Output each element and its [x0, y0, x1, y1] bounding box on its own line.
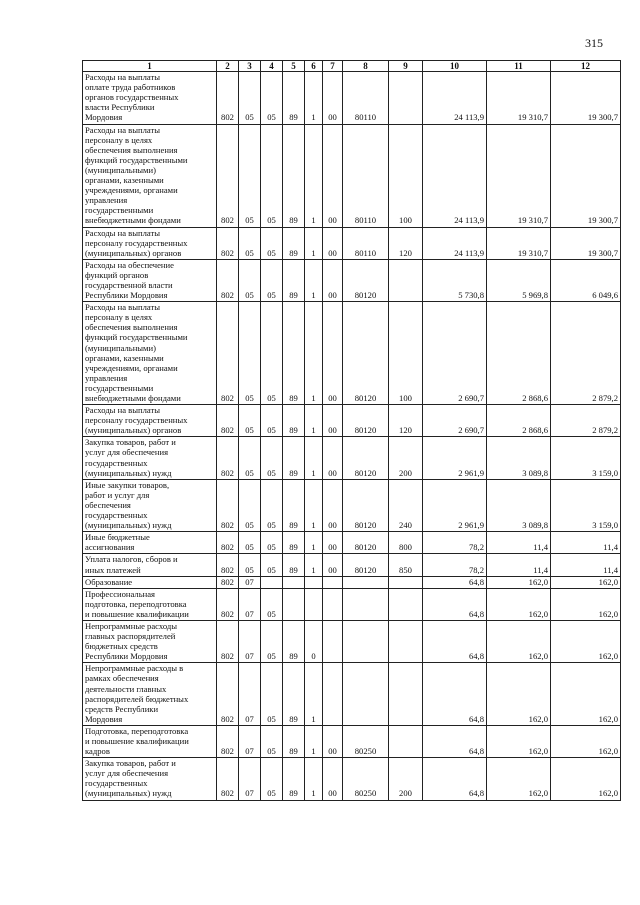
- cell-col-3: 07: [239, 663, 261, 726]
- description-line: Расходы на выплаты: [85, 405, 161, 416]
- cell-col-10: 64,8: [423, 758, 487, 800]
- description-line: Расходы на выплаты: [85, 227, 161, 238]
- cell-col-8: 80120: [343, 532, 389, 554]
- cell-col-2: 802: [217, 554, 239, 576]
- cell-col-11: 162,0: [487, 725, 551, 757]
- description-line: государственных: [85, 778, 148, 789]
- description-line: подготовка, переподготовка: [85, 598, 187, 609]
- cell-col-4: 05: [261, 405, 283, 437]
- cell-col-10: 24 113,9: [423, 124, 487, 227]
- cell-col-2: 802: [217, 437, 239, 479]
- cell-col-6: 1: [305, 124, 323, 227]
- cell-col-10: 2 690,7: [423, 302, 487, 405]
- cell-col-3: 05: [239, 124, 261, 227]
- table-row: [83, 663, 621, 726]
- cell-col-3: 05: [239, 405, 261, 437]
- cell-col-8: 80120: [343, 302, 389, 405]
- cell-col-7: 00: [323, 405, 343, 437]
- cell-col-11: 11,4: [487, 554, 551, 576]
- description-line: персоналу в целях: [85, 312, 153, 323]
- column-header-11: 11: [487, 61, 551, 72]
- cell-col-4: 05: [261, 588, 283, 620]
- cell-col-10: 24 113,9: [423, 72, 487, 124]
- description-line: Мордовия: [85, 112, 123, 123]
- description-line: учреждениями, органами: [85, 185, 178, 196]
- cell-col-4: 05: [261, 725, 283, 757]
- description-line: государственными: [85, 382, 154, 393]
- description-line: услуг для обеспечения: [85, 447, 169, 458]
- header-row: [83, 61, 621, 72]
- cell-col-9: [389, 725, 423, 757]
- cell-col-7: [323, 576, 343, 588]
- cell-col-5: 89: [283, 725, 305, 757]
- cell-col-8: 80120: [343, 405, 389, 437]
- cell-col-5: 89: [283, 532, 305, 554]
- cell-col-5: 89: [283, 479, 305, 531]
- description-line: ассигнования: [85, 542, 135, 553]
- cell-col-6: 1: [305, 725, 323, 757]
- cell-col-5: 89: [283, 758, 305, 800]
- row-description: [83, 437, 217, 479]
- cell-col-12: 162,0: [551, 576, 621, 588]
- description-line: деятельности главных: [85, 683, 167, 694]
- cell-col-7: 00: [323, 72, 343, 124]
- cell-col-8: 80250: [343, 725, 389, 757]
- cell-col-12: 3 159,0: [551, 437, 621, 479]
- description-line: Иные закупки товаров,: [85, 479, 170, 490]
- description-line: Мордовия: [85, 713, 123, 724]
- cell-col-2: 802: [217, 576, 239, 588]
- cell-col-8: 80110: [343, 72, 389, 124]
- table-row: [83, 588, 621, 620]
- cell-col-7: 00: [323, 259, 343, 301]
- cell-col-11: 2 868,6: [487, 302, 551, 405]
- cell-col-7: 00: [323, 302, 343, 405]
- table-row: [83, 758, 621, 800]
- description-line: государственных: [85, 510, 148, 521]
- description-line: персоналу в целях: [85, 134, 153, 145]
- cell-col-10: 24 113,9: [423, 227, 487, 259]
- cell-col-6: [305, 576, 323, 588]
- description-line: обеспечения выполнения: [85, 322, 178, 333]
- row-description: [83, 576, 217, 588]
- row-description: [83, 479, 217, 531]
- cell-col-8: [343, 588, 389, 620]
- cell-col-11: 11,4: [487, 532, 551, 554]
- cell-col-11: 162,0: [487, 663, 551, 726]
- cell-col-12: 19 300,7: [551, 124, 621, 227]
- cell-col-10: 2 961,9: [423, 479, 487, 531]
- cell-col-3: 05: [239, 302, 261, 405]
- cell-col-4: 05: [261, 259, 283, 301]
- cell-col-5: 89: [283, 620, 305, 662]
- column-header-3: 3: [239, 61, 261, 72]
- cell-col-10: 64,8: [423, 588, 487, 620]
- row-description: [83, 758, 217, 800]
- row-description: [83, 663, 217, 726]
- row-description: [83, 725, 217, 757]
- cell-col-7: [323, 663, 343, 726]
- cell-col-9: 120: [389, 227, 423, 259]
- table-row: [83, 532, 621, 554]
- cell-col-8: [343, 663, 389, 726]
- table-row: [83, 124, 621, 227]
- cell-col-11: 162,0: [487, 588, 551, 620]
- cell-col-3: 07: [239, 588, 261, 620]
- column-header-12: 12: [551, 61, 621, 72]
- description-line: функций государственными: [85, 332, 188, 343]
- cell-col-10: 2 961,9: [423, 437, 487, 479]
- row-description: [83, 259, 217, 301]
- row-description: [83, 588, 217, 620]
- cell-col-3: 07: [239, 576, 261, 588]
- cell-col-2: 802: [217, 479, 239, 531]
- cell-col-10: 64,8: [423, 725, 487, 757]
- cell-col-8: 80120: [343, 437, 389, 479]
- description-line: органами, казенными: [85, 352, 164, 363]
- cell-col-11: 2 868,6: [487, 405, 551, 437]
- cell-col-3: 05: [239, 479, 261, 531]
- row-description: [83, 405, 217, 437]
- cell-col-9: [389, 72, 423, 124]
- cell-col-4: 05: [261, 554, 283, 576]
- description-line: рамках обеспечения: [85, 673, 159, 684]
- cell-col-10: 64,8: [423, 620, 487, 662]
- description-line: государственными: [85, 205, 154, 216]
- row-description: [83, 620, 217, 662]
- cell-col-2: 802: [217, 72, 239, 124]
- column-header-2: 2: [217, 61, 239, 72]
- description-line: обеспечения выполнения: [85, 144, 178, 155]
- cell-col-5: 89: [283, 124, 305, 227]
- cell-col-8: [343, 620, 389, 662]
- row-description: [83, 532, 217, 554]
- description-line: бюджетных средств: [85, 641, 158, 652]
- description-line: (муниципальными): [85, 342, 156, 353]
- cell-col-11: 19 310,7: [487, 72, 551, 124]
- cell-col-9: [389, 588, 423, 620]
- description-line: Непрограммные расходы: [85, 620, 178, 631]
- row-description: [83, 124, 217, 227]
- description-line: Закупка товаров, работ и: [85, 758, 176, 769]
- column-header-9: 9: [389, 61, 423, 72]
- cell-col-3: 05: [239, 72, 261, 124]
- description-line: органов государственных: [85, 92, 179, 103]
- description-line: главных распорядителей: [85, 631, 176, 642]
- cell-col-5: 89: [283, 554, 305, 576]
- table-row: [83, 302, 621, 405]
- description-line: иных платежей: [85, 564, 141, 575]
- cell-col-9: [389, 620, 423, 662]
- cell-col-8: [343, 576, 389, 588]
- cell-col-4: 05: [261, 532, 283, 554]
- cell-col-7: 00: [323, 227, 343, 259]
- description-line: Образование: [85, 576, 133, 587]
- description-line: органами, казенными: [85, 175, 164, 186]
- cell-col-2: 802: [217, 620, 239, 662]
- table-row: [83, 620, 621, 662]
- cell-col-9: 120: [389, 405, 423, 437]
- cell-col-5: [283, 576, 305, 588]
- cell-col-5: 89: [283, 405, 305, 437]
- description-line: Республики Мордовия: [85, 290, 168, 301]
- cell-col-11: 5 969,8: [487, 259, 551, 301]
- cell-col-5: 89: [283, 302, 305, 405]
- cell-col-6: 1: [305, 227, 323, 259]
- description-line: Расходы на обеспечение: [85, 259, 174, 270]
- description-line: и повышение квалификации: [85, 608, 189, 619]
- cell-col-4: 05: [261, 758, 283, 800]
- cell-col-2: 802: [217, 758, 239, 800]
- cell-col-7: 00: [323, 725, 343, 757]
- row-description: [83, 72, 217, 124]
- cell-col-3: 05: [239, 554, 261, 576]
- cell-col-2: 802: [217, 532, 239, 554]
- column-header-5: 5: [283, 61, 305, 72]
- column-header-4: 4: [261, 61, 283, 72]
- description-line: Профессиональная: [85, 588, 155, 599]
- row-description: [83, 302, 217, 405]
- cell-col-10: 5 730,8: [423, 259, 487, 301]
- row-description: [83, 554, 217, 576]
- description-line: учреждениями, органами: [85, 362, 178, 373]
- description-line: функций государственными: [85, 154, 188, 165]
- description-line: Республики Мордовия: [85, 651, 168, 662]
- cell-col-8: 80120: [343, 554, 389, 576]
- cell-col-3: 07: [239, 758, 261, 800]
- cell-col-2: 802: [217, 725, 239, 757]
- cell-col-5: 89: [283, 437, 305, 479]
- column-header-8: 8: [343, 61, 389, 72]
- cell-col-6: 1: [305, 302, 323, 405]
- column-header-6: 6: [305, 61, 323, 72]
- table-row: [83, 405, 621, 437]
- cell-col-12: 19 300,7: [551, 72, 621, 124]
- cell-col-11: 162,0: [487, 758, 551, 800]
- cell-col-12: 162,0: [551, 725, 621, 757]
- cell-col-9: 240: [389, 479, 423, 531]
- cell-col-2: 802: [217, 663, 239, 726]
- cell-col-8: 80120: [343, 479, 389, 531]
- cell-col-4: 05: [261, 72, 283, 124]
- cell-col-10: 64,8: [423, 663, 487, 726]
- cell-col-2: 802: [217, 405, 239, 437]
- cell-col-7: 00: [323, 437, 343, 479]
- description-line: функций органов: [85, 269, 149, 280]
- cell-col-12: 3 159,0: [551, 479, 621, 531]
- cell-col-2: 802: [217, 259, 239, 301]
- table-row: [83, 437, 621, 479]
- cell-col-4: 05: [261, 302, 283, 405]
- cell-col-4: 05: [261, 663, 283, 726]
- cell-col-3: 07: [239, 620, 261, 662]
- description-line: кадров: [85, 746, 110, 757]
- cell-col-8: 80110: [343, 227, 389, 259]
- cell-col-3: 07: [239, 725, 261, 757]
- cell-col-3: 05: [239, 259, 261, 301]
- cell-col-9: 200: [389, 437, 423, 479]
- cell-col-9: 800: [389, 532, 423, 554]
- cell-col-6: 1: [305, 663, 323, 726]
- cell-col-4: 05: [261, 437, 283, 479]
- cell-col-9: 200: [389, 758, 423, 800]
- description-line: внебюджетными фондами: [85, 215, 181, 226]
- description-line: оплате труда работников: [85, 82, 176, 93]
- cell-col-5: 89: [283, 227, 305, 259]
- cell-col-12: 2 879,2: [551, 405, 621, 437]
- description-line: (муниципальных) органов: [85, 247, 182, 258]
- cell-col-6: 1: [305, 554, 323, 576]
- table-row: [83, 576, 621, 588]
- cell-col-6: 1: [305, 259, 323, 301]
- table-row: [83, 725, 621, 757]
- description-line: (муниципальных) нужд: [85, 467, 172, 478]
- cell-col-11: 3 089,8: [487, 437, 551, 479]
- description-line: распорядителей бюджетных: [85, 693, 189, 704]
- cell-col-4: 05: [261, 227, 283, 259]
- column-header-7: 7: [323, 61, 343, 72]
- description-line: персоналу государственных: [85, 415, 188, 426]
- cell-col-7: [323, 588, 343, 620]
- description-line: государственной власти: [85, 279, 173, 290]
- cell-col-9: 850: [389, 554, 423, 576]
- cell-col-4: 05: [261, 124, 283, 227]
- cell-col-7: 00: [323, 758, 343, 800]
- cell-col-6: 1: [305, 72, 323, 124]
- description-line: управления: [85, 372, 128, 383]
- cell-col-4: 05: [261, 620, 283, 662]
- cell-col-5: 89: [283, 663, 305, 726]
- description-line: Уплата налогов, сборов и: [85, 554, 178, 565]
- table-row: [83, 479, 621, 531]
- cell-col-7: 00: [323, 124, 343, 227]
- cell-col-5: 89: [283, 72, 305, 124]
- description-line: (муниципальных) органов: [85, 425, 182, 436]
- cell-col-2: 802: [217, 588, 239, 620]
- description-line: (муниципальных) нужд: [85, 788, 172, 799]
- cell-col-11: 162,0: [487, 620, 551, 662]
- table-body: [83, 72, 621, 800]
- cell-col-12: 162,0: [551, 588, 621, 620]
- cell-col-9: [389, 663, 423, 726]
- cell-col-11: 3 089,8: [487, 479, 551, 531]
- description-line: услуг для обеспечения: [85, 768, 169, 779]
- cell-col-12: 162,0: [551, 620, 621, 662]
- cell-col-12: 11,4: [551, 554, 621, 576]
- cell-col-12: 162,0: [551, 663, 621, 726]
- page-number: 315: [585, 36, 603, 50]
- cell-col-10: 64,8: [423, 576, 487, 588]
- cell-col-6: 1: [305, 532, 323, 554]
- cell-col-8: 80120: [343, 259, 389, 301]
- cell-col-10: 2 690,7: [423, 405, 487, 437]
- description-line: Иные бюджетные: [85, 532, 150, 543]
- cell-col-5: [283, 588, 305, 620]
- cell-col-11: 19 310,7: [487, 124, 551, 227]
- description-line: работ и услуг для: [85, 489, 150, 500]
- cell-col-4: 05: [261, 479, 283, 531]
- cell-col-6: [305, 588, 323, 620]
- cell-col-10: 78,2: [423, 532, 487, 554]
- cell-col-7: 00: [323, 554, 343, 576]
- description-line: Расходы на выплаты: [85, 124, 161, 135]
- cell-col-7: 00: [323, 479, 343, 531]
- description-line: персоналу государственных: [85, 237, 188, 248]
- description-line: власти Республики: [85, 102, 155, 113]
- description-line: (муниципальных) нужд: [85, 520, 172, 531]
- cell-col-11: 162,0: [487, 576, 551, 588]
- description-line: Непрограммные расходы в: [85, 663, 184, 674]
- cell-col-6: 1: [305, 479, 323, 531]
- cell-col-9: [389, 259, 423, 301]
- cell-col-8: 80250: [343, 758, 389, 800]
- cell-col-6: 1: [305, 758, 323, 800]
- cell-col-6: 1: [305, 437, 323, 479]
- cell-col-3: 05: [239, 227, 261, 259]
- table-row: [83, 259, 621, 301]
- cell-col-12: 19 300,7: [551, 227, 621, 259]
- description-line: и повышение квалификации: [85, 736, 189, 746]
- description-line: внебюджетными фондами: [85, 393, 181, 403]
- cell-col-2: 802: [217, 124, 239, 227]
- cell-col-2: 802: [217, 227, 239, 259]
- description-line: государственных: [85, 457, 148, 468]
- cell-col-9: [389, 576, 423, 588]
- table-row: [83, 554, 621, 576]
- budget-table: [82, 60, 621, 801]
- table-row: [83, 227, 621, 259]
- cell-col-12: 2 879,2: [551, 302, 621, 405]
- cell-col-12: 162,0: [551, 758, 621, 800]
- table-row: [83, 72, 621, 124]
- cell-col-8: 80110: [343, 124, 389, 227]
- description-line: (муниципальными): [85, 164, 156, 175]
- description-line: Подготовка, переподготовка: [85, 725, 189, 736]
- cell-col-3: 05: [239, 532, 261, 554]
- cell-col-7: [323, 620, 343, 662]
- cell-col-7: 00: [323, 532, 343, 554]
- cell-col-6: 1: [305, 405, 323, 437]
- column-header-1: 1: [83, 61, 217, 72]
- cell-col-10: 78,2: [423, 554, 487, 576]
- description-line: управления: [85, 195, 128, 206]
- cell-col-6: 0: [305, 620, 323, 662]
- column-header-10: 10: [423, 61, 487, 72]
- description-line: Расходы на выплаты: [85, 72, 161, 83]
- description-line: Закупка товаров, работ и: [85, 437, 176, 448]
- description-line: средств Республики: [85, 703, 159, 714]
- cell-col-2: 802: [217, 302, 239, 405]
- cell-col-3: 05: [239, 437, 261, 479]
- cell-col-9: 100: [389, 302, 423, 405]
- cell-col-9: 100: [389, 124, 423, 227]
- cell-col-11: 19 310,7: [487, 227, 551, 259]
- cell-col-12: 6 049,6: [551, 259, 621, 301]
- cell-col-5: 89: [283, 259, 305, 301]
- row-description: [83, 227, 217, 259]
- description-line: Расходы на выплаты: [85, 302, 161, 313]
- cell-col-12: 11,4: [551, 532, 621, 554]
- cell-col-4: [261, 576, 283, 588]
- description-line: обеспечения: [85, 499, 131, 510]
